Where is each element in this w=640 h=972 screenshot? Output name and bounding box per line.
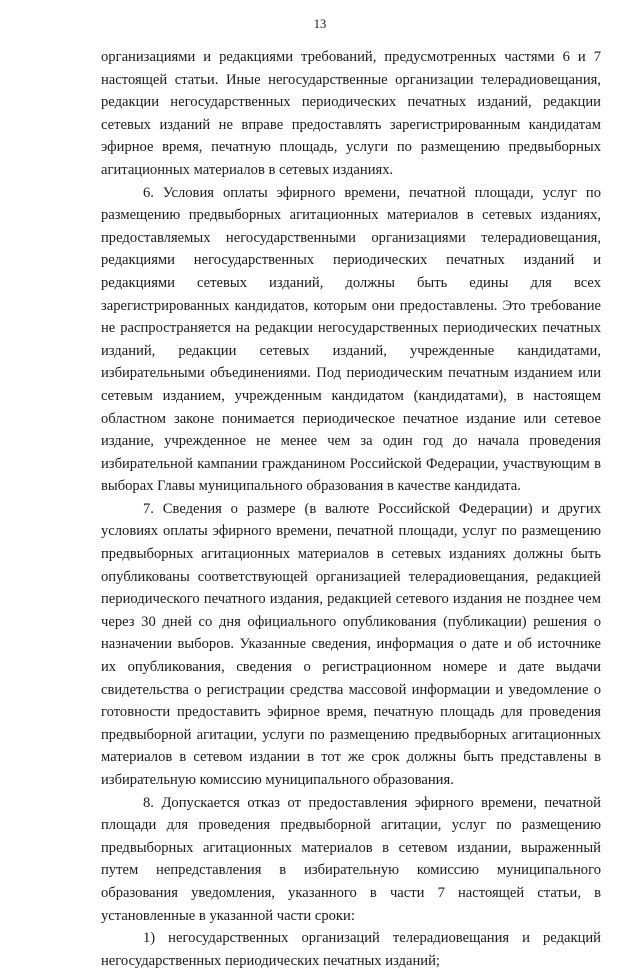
paragraph-part-8: 8. Допускается отказ от предоставления эфирного времени, печатной площади для проведения предвыборной агитации, услуг по размещению предвыборных агитационных материалов в сетевом издании, выраженный путем непредставления в избирательную комиссию муниципального образования уведомления, указанного в части 7 настоящей статьи, в установленные в указанной части сроки: <box>101 794 601 924</box>
paragraph-part-6: 6. Условия оплаты эфирного времени, печатной площади, услуг по размещению предвыборных агитационных материалов в сетевых изданиях, предоставляемых негосударственными организациями телерадиовещания, редакциями негосударственных периодических печатных изданий и редакциями сетевых изданий, должны быть едины для всех зарегистрированных кандидатов, которым они предоставлены. Это требование не распространяется на редакции негосударственных периодических печатных изданий, редакции сетевых изданий, учрежденные кандидатами, избирательными объединениями. Под периодическим печатным изданием или сетевым изданием, учрежденным кандидатом (кандидатами), в настоящем областном законе понимается периодическое печатное издание или сетевое издание, учрежденное не менее чем за один год до начала проведения избирательной кампании гражданином Российской Федерации, участвующим в выборах Главы муниципального образования в качестве кандидата. <box>101 184 601 495</box>
page-number: 13 <box>313 17 327 31</box>
paragraph-item-1: 1) негосударственных организаций телерадиовещания и редакций негосударственных периодических печатных изданий; <box>101 930 601 969</box>
paragraph-part-7: 7. Сведения о размере (в валюте Российской Федерации) и других условиях оплаты эфирного времени, печатной площади, услуг по размещению предвыборных агитационных материалов в сетевых изданиях должны быть опубликованы соответствующей организацией телерадиовещания, редакцией периодического печатного издания, редакцией сетевого издания не позднее чем через 30 дней со дня официального опубликования (публикации) решения о назначении выборов. Указанные сведения, информация о дате и об источнике их опубликования, сведения о регистрационном номере и дате выдачи свидетельства о регистрации средства массовой информации и уведомление о готовности предоставить эфирное время, печатную площадь для проведения предвыборной агитации, услуги по размещению предвыборных агитационных материалов в сетевом издании в тот же срок должны быть представлены в избирательную комиссию муниципального образования. <box>101 500 601 788</box>
document-body <box>101 46 601 972</box>
paragraph-continuation: организациями и редакциями требований, предусмотренных частями 6 и 7 настоящей статьи. Иные негосударственные организации телерадиовещания, редакции негосударственных периодических печатных изданий, редакции сетевых изданий не вправе предоставлять зарегистрированным кандидатам эфирное время, печатную площадь, услуги по размещению предвыборных агитационных материалов в сетевых изданиях. <box>101 49 601 178</box>
